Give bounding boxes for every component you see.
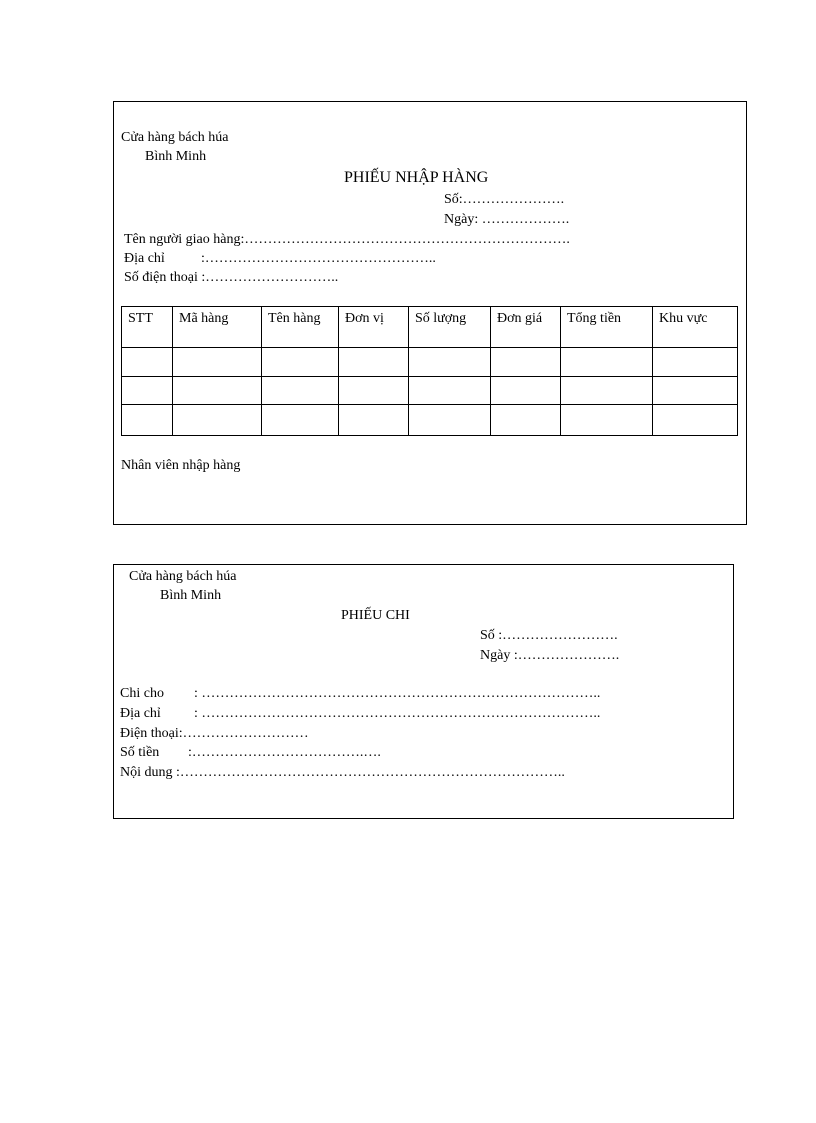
address-label: Địa chỉ xyxy=(124,251,165,266)
content-field: Nội dung :……………………………………………………………………….. xyxy=(120,765,565,780)
pay-to-value: : ………………………………………………………………………….. xyxy=(194,686,601,701)
phone-field: Số điện thoại :……………………….. xyxy=(124,270,339,285)
column-header: Đơn giá xyxy=(491,307,561,348)
store-name: Cửa hàng bách húa xyxy=(129,569,237,584)
goods-receipt-form xyxy=(113,101,747,525)
store-location: Bình Minh xyxy=(160,588,222,603)
pay-to-label: Chi cho xyxy=(120,686,164,701)
table-cell xyxy=(653,377,738,405)
table-cell xyxy=(491,377,561,405)
column-header: Đơn vị xyxy=(339,307,409,348)
table-cell xyxy=(173,405,262,436)
table-cell xyxy=(122,348,173,377)
table-cell xyxy=(561,377,653,405)
column-header: STT xyxy=(122,307,173,348)
column-header: Khu vực xyxy=(653,307,738,348)
table-cell xyxy=(339,348,409,377)
table-cell xyxy=(173,377,262,405)
table-cell xyxy=(409,405,491,436)
table-cell xyxy=(262,405,339,436)
amount-value: :……………………………….…. xyxy=(188,745,381,760)
table-cell xyxy=(262,348,339,377)
form-title: PHIẾU NHẬP HÀNG xyxy=(344,169,489,186)
phone-field: Điện thoại:……………………… xyxy=(120,726,309,741)
staff-label: Nhân viên nhập hàng xyxy=(121,458,241,473)
table-row xyxy=(122,377,738,405)
goods-table xyxy=(121,306,738,436)
table-cell xyxy=(122,405,173,436)
table-row xyxy=(122,348,738,377)
table-row xyxy=(122,405,738,436)
table-cell xyxy=(339,405,409,436)
payment-voucher-form xyxy=(113,564,734,819)
store-name: Cửa hàng bách húa xyxy=(121,130,229,145)
address-label: Địa chỉ xyxy=(120,706,161,721)
table-cell xyxy=(491,348,561,377)
deliverer-field: Tên người giao hàng:……………………………………………………………. xyxy=(124,232,570,247)
column-header: Mã hàng xyxy=(173,307,262,348)
table-cell xyxy=(653,405,738,436)
column-header: Số lượng xyxy=(409,307,491,348)
table-cell xyxy=(262,377,339,405)
table-cell xyxy=(653,348,738,377)
address-value: :………………………………………….. xyxy=(201,251,436,266)
form-title: PHIẾU CHI xyxy=(341,608,410,623)
table-cell xyxy=(173,348,262,377)
voucher-date-field: Ngày :…………………. xyxy=(480,648,620,663)
store-location: Bình Minh xyxy=(145,149,207,164)
column-header: Tổng tiền xyxy=(561,307,653,348)
column-header: Tên hàng xyxy=(262,307,339,348)
table-cell xyxy=(491,405,561,436)
table-cell xyxy=(561,348,653,377)
table-cell xyxy=(409,348,491,377)
receipt-number-field: Số:…………………. xyxy=(444,192,565,207)
amount-label: Số tiền xyxy=(120,745,160,760)
table-header-row xyxy=(122,307,738,348)
receipt-date-field: Ngày: ………………. xyxy=(444,212,570,227)
voucher-number-field: Số :……………………. xyxy=(480,628,618,643)
table-cell xyxy=(339,377,409,405)
table-cell xyxy=(561,405,653,436)
address-value: : ………………………………………………………………………….. xyxy=(194,706,601,721)
table-cell xyxy=(409,377,491,405)
table-cell xyxy=(122,377,173,405)
